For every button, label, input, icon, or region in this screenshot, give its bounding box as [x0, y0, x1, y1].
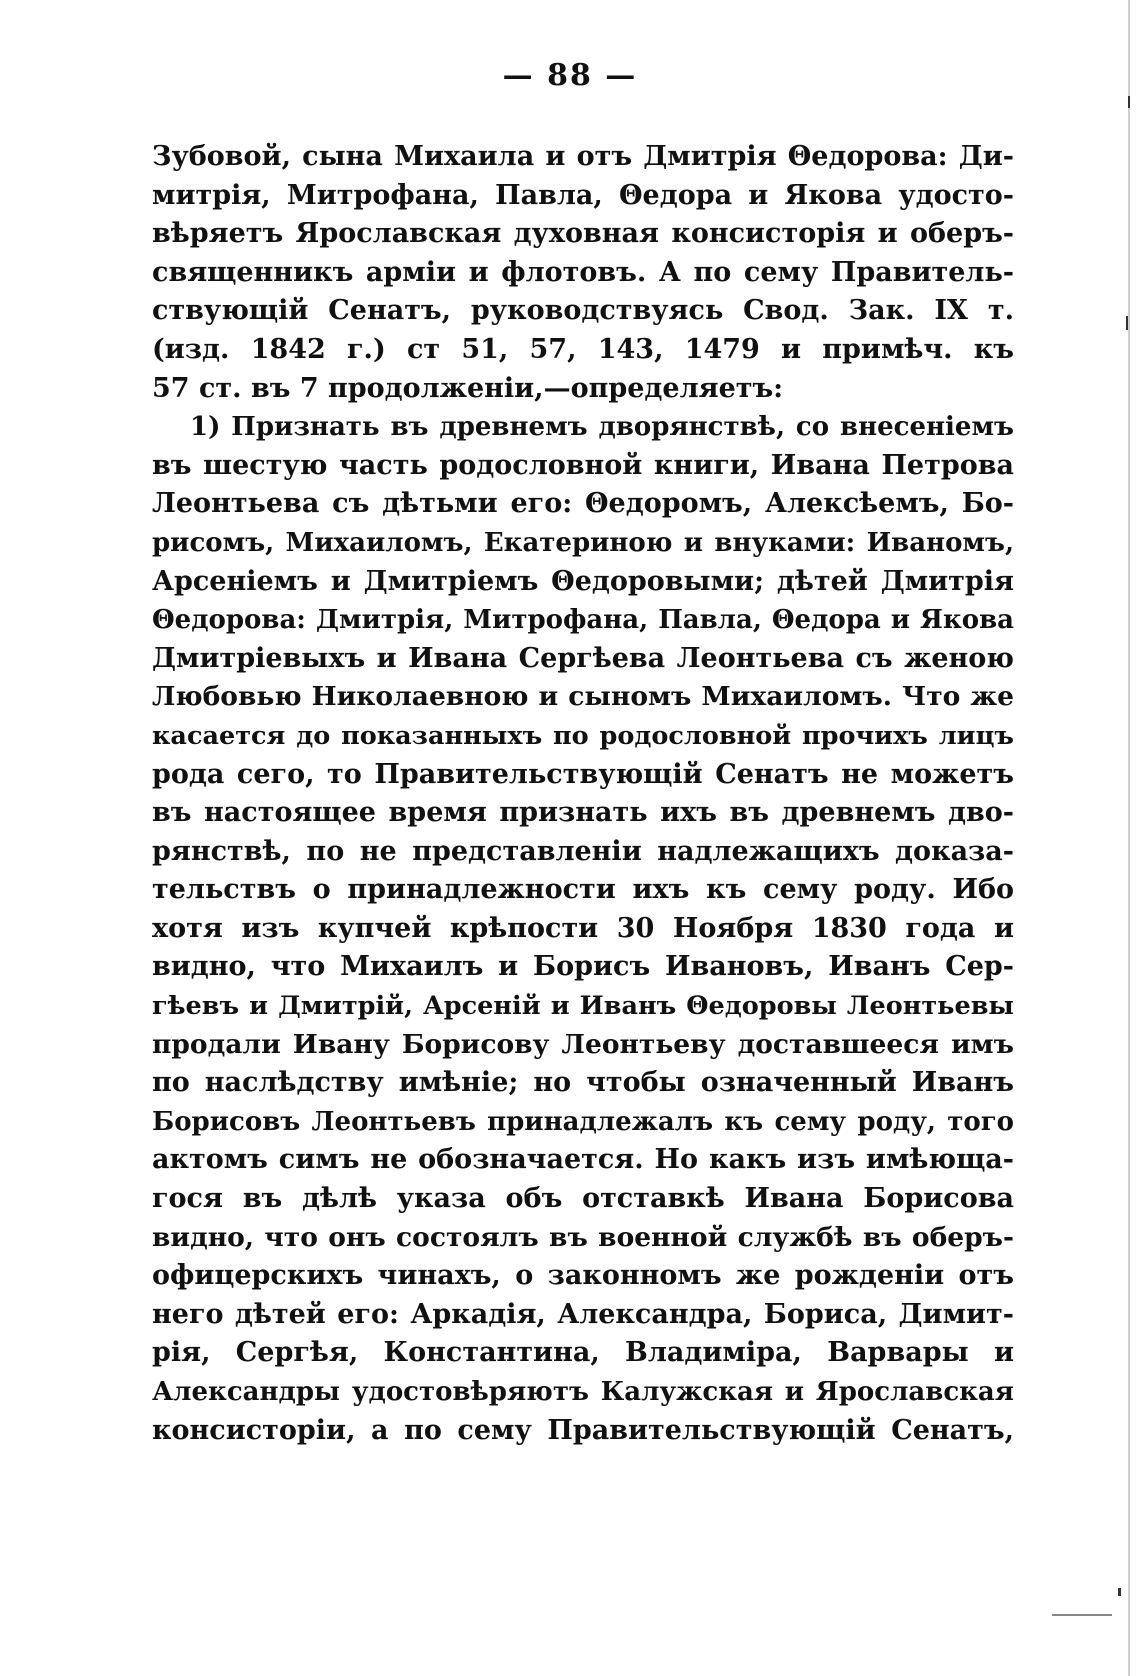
margin-mark [1052, 1614, 1112, 1616]
text-line: продали Ивану Борисову Леонтьеву доставшееся имъ [152, 1028, 1014, 1060]
text-line: офицерскихъ чинахъ, о законномъ же рожденіи отъ [152, 1260, 1014, 1292]
text-line: Арсеніемъ и Дмитріемъ Θедоровыми; дѣтей Дмитрія [152, 565, 1014, 597]
text-line: рода сего, то Правительствующій Сенатъ не можетъ [152, 758, 1014, 790]
body-text [152, 138, 1014, 1450]
text-line: консисторіи, а по сему Правительствующій Сенатъ, [152, 1414, 1014, 1446]
text-line: видно, что онъ состоялъ въ военной службѣ въ оберъ- [152, 1221, 1014, 1253]
text-line: тельствъ о принадлежности ихъ къ сему роду. Ибо [152, 874, 1014, 906]
text-line: Зубовой, сына Михаила и отъ Дмитрія Θедорова: Ди- [152, 141, 1014, 172]
margin-mark [1118, 1588, 1121, 1596]
text-line: 57 ст. въ 7 продолженіи,—определяетъ: [152, 372, 784, 404]
text-line: въ настоящее время признать ихъ въ древнемъ дво- [152, 797, 1014, 829]
text-line: рія, Сергѣя, Константина, Владиміра, Варвары и [152, 1337, 1014, 1369]
page-edge-shadow [1128, 0, 1130, 1676]
text-line: хотя изъ купчей крѣпости 30 Ноября 1830 года и [152, 912, 1014, 944]
text-line: гѣевъ и Дмитрій, Арсеній и Иванъ Θедоровы Леонтьевы [152, 991, 1014, 1022]
text-line: Дмитріевыхъ и Ивана Сергѣева Леонтьева съ женою [152, 642, 1014, 674]
page-number: — 88 — [502, 58, 638, 93]
text-line: въ шестую часть родословной книги, Ивана Петрова [152, 449, 1014, 481]
text-line: Борисовъ Леонтьевъ принадлежалъ къ сему роду, того [152, 1106, 1014, 1137]
text-line: касается до показанныхъ по родословной прочихъ лицъ [152, 720, 1014, 751]
text-line: Любовью Николаевною и сыномъ Михаиломъ. Что же [152, 681, 1014, 713]
text-line: Леонтьева съ дѣтьми его: Θедоромъ, Алексѣемъ, Бо- [152, 488, 1014, 520]
text-line: гося въ дѣлѣ указа объ отставкѣ Ивана Борисова [152, 1183, 1014, 1215]
text-line: рисомъ, Михаиломъ, Екатериною и внуками: Иваномъ, [152, 527, 1014, 558]
text-line: митрія, Митрофана, Павла, Θедора и Якова удосто- [152, 179, 1014, 211]
text-line: 1) Признать въ древнемъ дворянствѣ, со внесеніемъ [190, 412, 1014, 443]
text-line: видно, что Михаилъ и Борисъ Ивановъ, Иванъ Сер- [152, 951, 1014, 983]
text-line: него дѣтей его: Аркадія, Александра, Бориса, Димит- [152, 1298, 1014, 1330]
text-line: (изд. 1842 г.) ст 51, 57, 143, 1479 и примѣч. къ [152, 333, 1014, 365]
text-line: по наслѣдству имѣніе; но чтобы означенный Иванъ [152, 1067, 1014, 1099]
text-line: вѣряетъ Ярославская духовная консисторія и оберъ- [152, 218, 1014, 250]
text-line: Θедорова: Дмитрія, Митрофана, Павла, Θедора и Якова [152, 605, 1014, 636]
margin-mark [1126, 316, 1128, 330]
text-line: ствующій Сенатъ, руководствуясь Свод. Зак. IX т. [152, 295, 1014, 327]
text-line: актомъ симъ не обозначается. Но какъ изъ имѣюща- [152, 1144, 1014, 1176]
text-line: рянствѣ, по не представленіи надлежащихъ доказа- [152, 835, 1014, 867]
text-line: Александры удостовѣряютъ Калужская и Ярославская [152, 1377, 1014, 1407]
text-line: священникъ арміи и флотовъ. А по сему Правитель- [152, 256, 1014, 288]
margin-mark [1128, 96, 1130, 108]
